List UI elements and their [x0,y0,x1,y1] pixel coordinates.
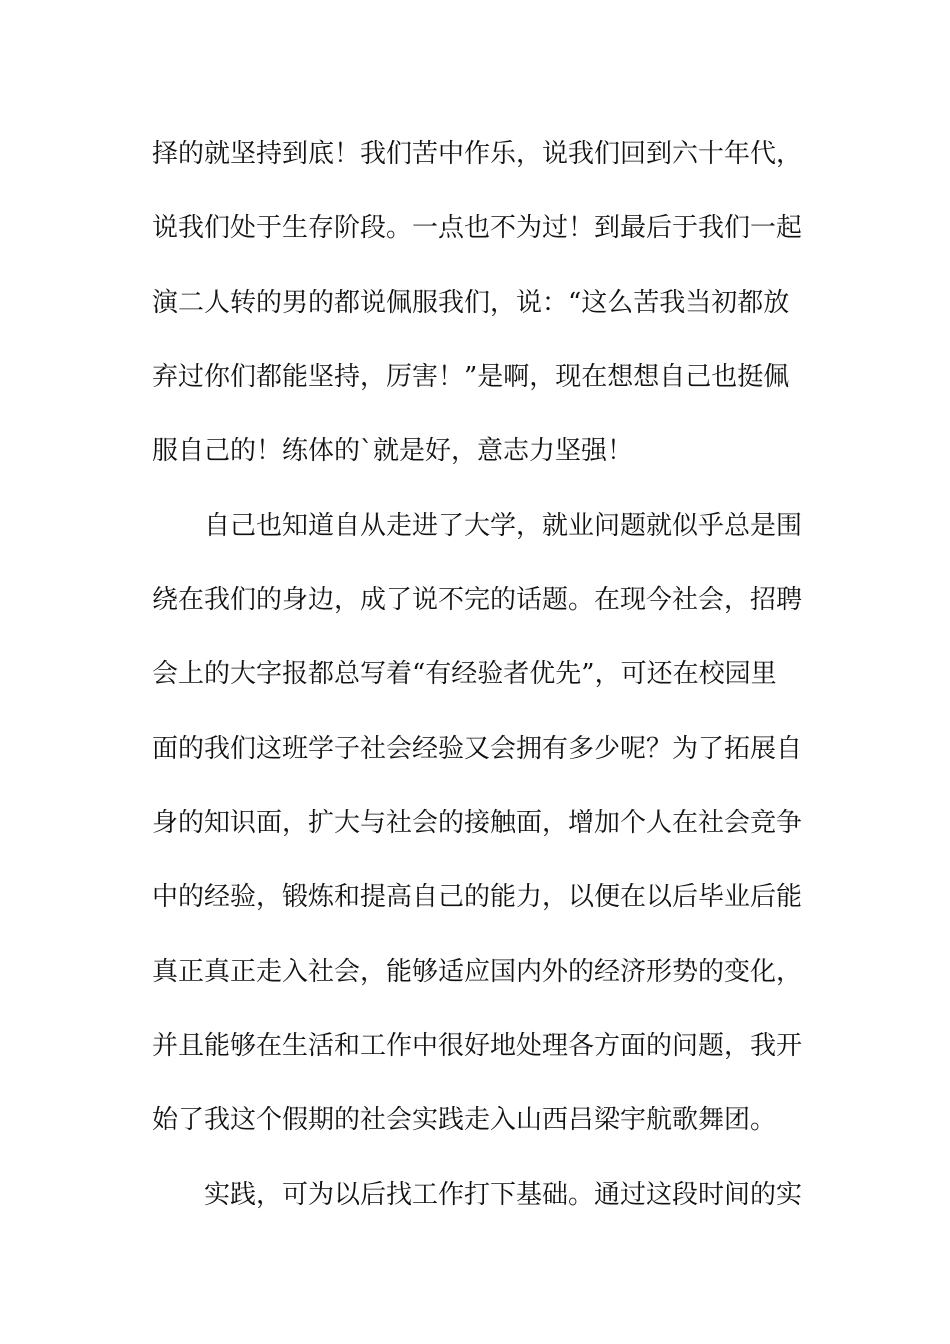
text-line: 身的知识面，扩大与社会的接触面，增加个人在社会竞争 [152,808,802,838]
text-line: 真正真正走入社会，能够适应国内外的经济形势的变化， [152,957,802,987]
text-line: 演二人转的男的都说佩服我们，说：“这么苦我当初都放 [152,288,790,318]
text-line: 说我们处于生存阶段。一点也不为过！到最后于我们一起 [152,213,802,243]
text-line: 中的经验，锻炼和提高自己的能力，以便在以后毕业后能 [152,882,802,912]
text-line: 服自己的！练体的`就是好，意志力坚强！ [152,436,634,466]
text-line: 绕在我们的身边，成了说不完的话题。在现今社会，招聘 [152,585,802,615]
paragraph-first-line: 实践，可为以后找工作打下基础。通过这段时间的实 [204,1180,802,1210]
paragraph-first-line: 自己也知道自从走进了大学，就业问题就似乎总是围 [204,511,802,541]
text-line: 始了我这个假期的社会实践走入山西吕梁宇航歌舞团。 [152,1105,777,1135]
text-line: 面的我们这班学子社会经验又会拥有多少呢？为了拓展自 [152,734,802,764]
text-line: 择的就坚持到底！我们苦中作乐，说我们回到六十年代， [152,139,802,169]
text-line: 并且能够在生活和工作中很好地处理各方面的问题，我开 [152,1031,802,1061]
text-line: 会上的大字报都总写着“有经验者优先”，可还在校园里 [152,659,777,689]
text-line: 弃过你们都能坚持，厉害！”是啊，现在想想自己也挺佩 [152,362,790,392]
